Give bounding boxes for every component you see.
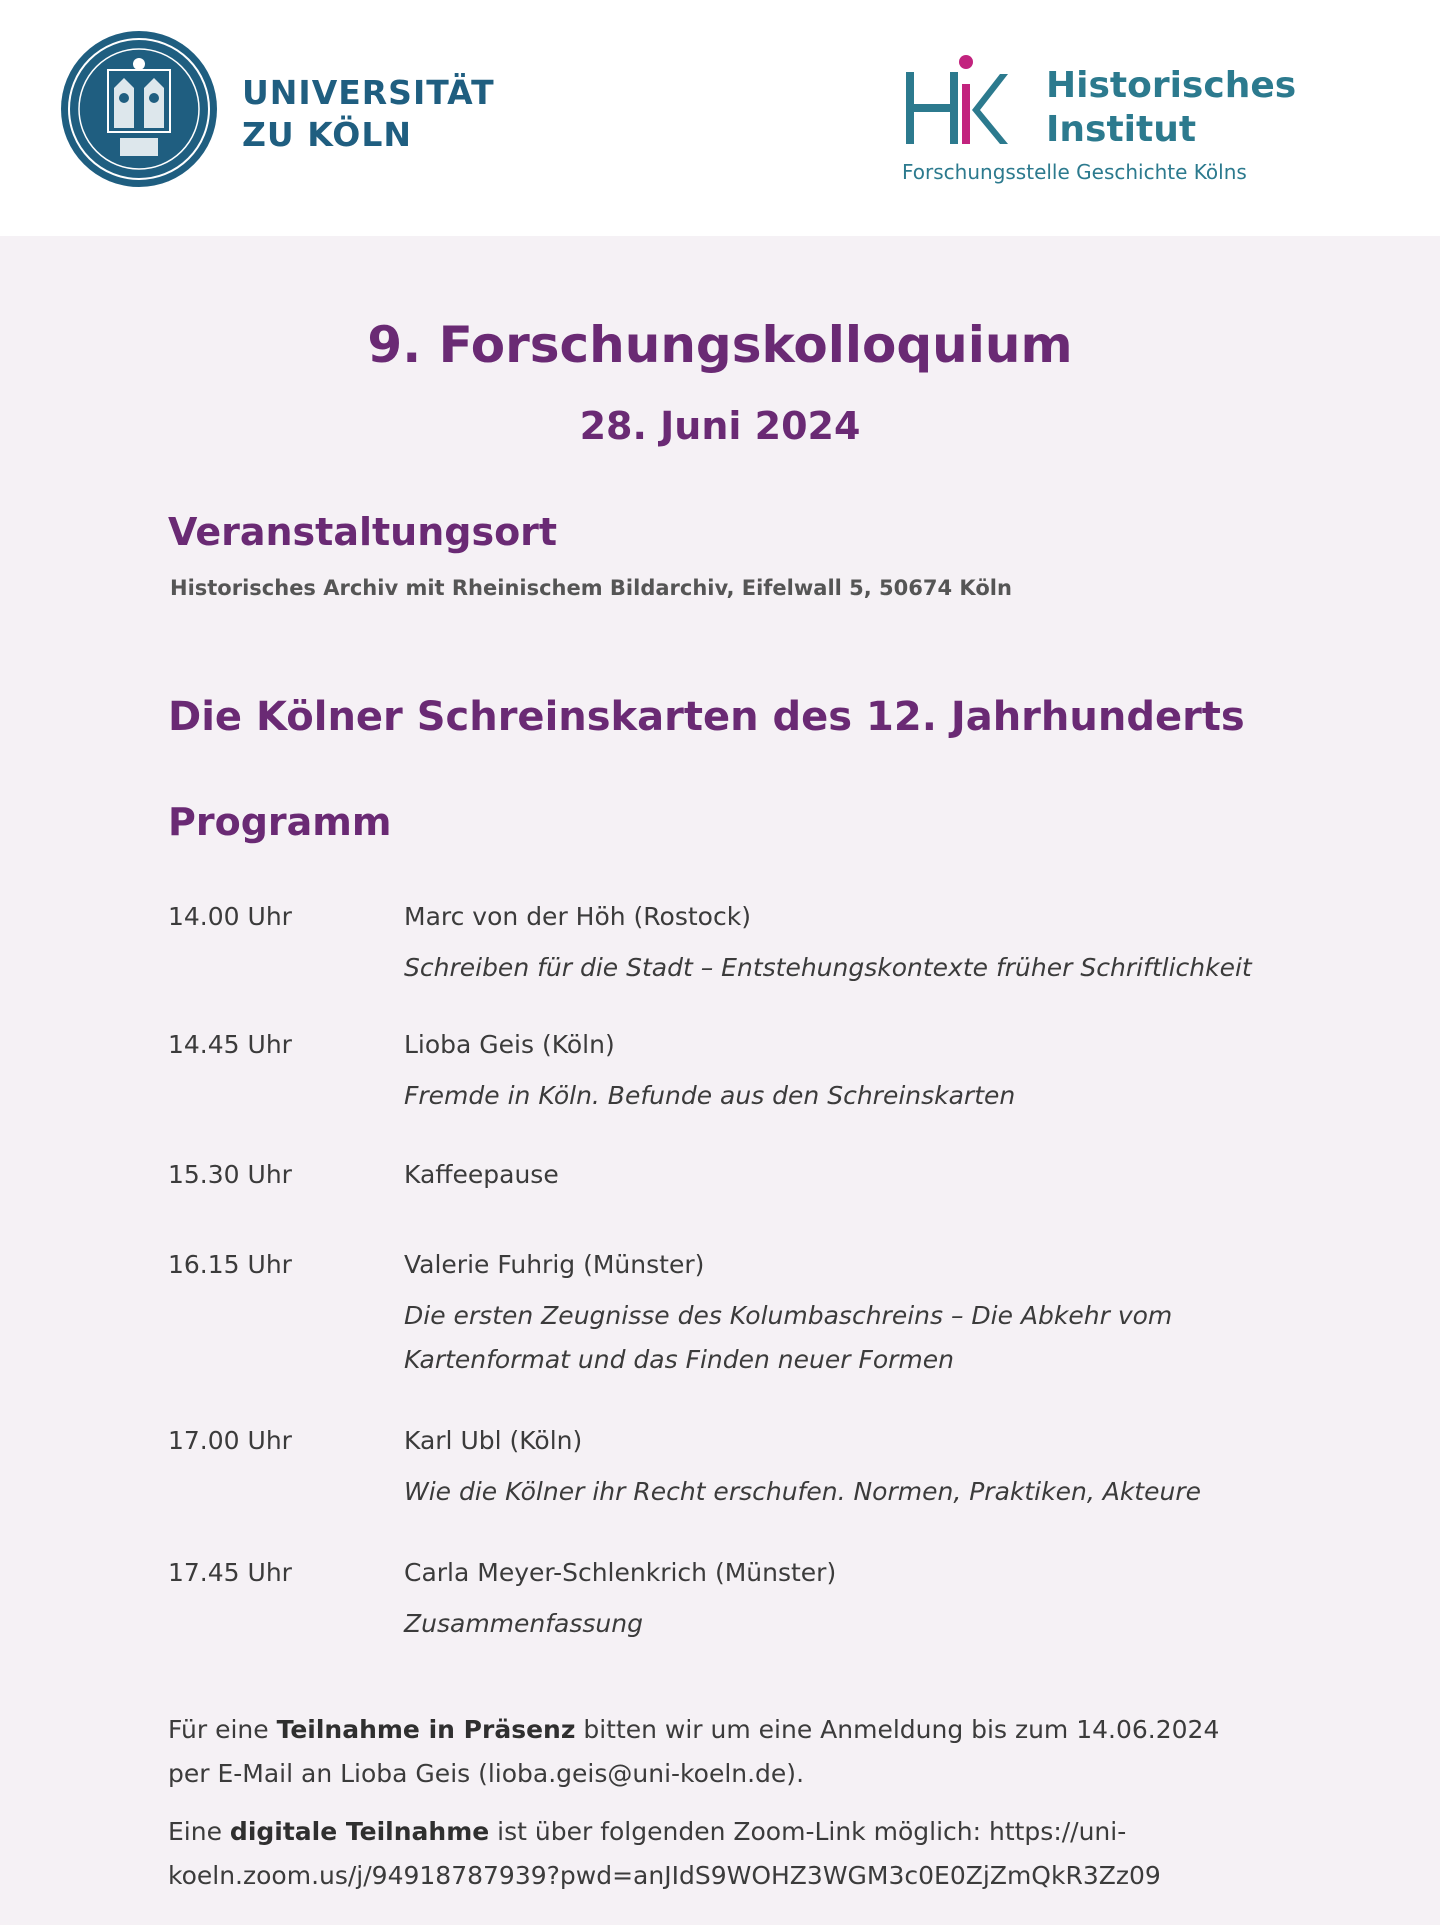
- program-speaker: Lioba Geis (Köln): [404, 1030, 615, 1059]
- digital-text-post: ist über folgenden Zoom-Link möglich: https://uni-: [489, 1817, 1127, 1846]
- presence-text-post: bitten wir um eine Anmeldung bis zum 14.06.2024: [575, 1715, 1220, 1744]
- program-speaker: Karl Ubl (Köln): [404, 1426, 583, 1455]
- institute-subtitle: Forschungsstelle Geschichte Kölns: [902, 160, 1247, 184]
- program-time: 17.00 Uhr: [168, 1426, 292, 1455]
- registration-note: [168, 1708, 1288, 1796]
- event-title: 9. Forschungskolloquium: [367, 316, 1073, 374]
- university-name: [242, 72, 495, 156]
- program-speaker: Valerie Fuhrig (Münster): [404, 1250, 705, 1279]
- program-speaker: Kaffeepause: [404, 1160, 559, 1189]
- program-talk: Schreiben für die Stadt – Entstehungskontexte früher Schriftlichkeit: [404, 953, 1252, 982]
- digital-text-bold: digitale Teilnahme: [229, 1817, 490, 1846]
- institute-name-line1: Historisches: [1046, 65, 1297, 106]
- program-talk: Die ersten Zeugnisse des Kolumbaschreins – Die Abkehr vom Kartenformat und das Finden neuer Formen: [404, 1301, 1173, 1374]
- program-time: 16.15 Uhr: [168, 1250, 292, 1279]
- program-time: 14.45 Uhr: [168, 1030, 292, 1059]
- institute-name: [1046, 64, 1296, 152]
- header: [0, 0, 1440, 236]
- presence-contact: per E-Mail an Lioba Geis (lioba.geis@uni-koeln.de).: [168, 1759, 805, 1788]
- institute-name-line2: Institut: [1046, 109, 1197, 150]
- program-talk: Wie die Kölner ihr Recht erschufen. Normen, Praktiken, Akteure: [404, 1477, 1201, 1506]
- program-talk: Fremde in Köln. Befunde aus den Schreinskarten: [404, 1081, 1016, 1110]
- digital-text-pre: Eine: [168, 1817, 230, 1846]
- university-name-line1: UNIVERSITÄT: [242, 73, 495, 112]
- event-date: 28. Juni 2024: [579, 404, 861, 448]
- presence-text-pre: Für eine: [168, 1715, 277, 1744]
- presence-text-bold: Teilnahme in Präsenz: [276, 1715, 576, 1744]
- university-seal-icon: [58, 28, 220, 190]
- institute-logo-icon: [900, 44, 1010, 154]
- program-time: 17.45 Uhr: [168, 1558, 292, 1587]
- program-time: 14.00 Uhr: [168, 902, 292, 931]
- university-name-line2: ZU KÖLN: [242, 115, 413, 154]
- colloquium-subject: Die Kölner Schreinskarten des 12. Jahrhunderts: [168, 694, 1245, 740]
- zoom-link[interactable]: koeln.zoom.us/j/94918787939?pwd=anJIdS9WOHZ3WGM3c0E0ZjZmQkR3Zz09: [168, 1861, 1161, 1890]
- program-speaker: Carla Meyer-Schlenkrich (Münster): [404, 1558, 837, 1587]
- digital-note: [168, 1810, 1288, 1898]
- program-heading: Programm: [168, 800, 392, 844]
- venue-address: Historisches Archiv mit Rheinischem Bildarchiv, Eifelwall 5, 50674 Köln: [170, 576, 1012, 600]
- program-talk: Zusammenfassung: [404, 1609, 643, 1638]
- program-time: 15.30 Uhr: [168, 1160, 292, 1189]
- program-speaker: Marc von der Höh (Rostock): [404, 902, 751, 931]
- venue-heading: Veranstaltungsort: [168, 510, 558, 554]
